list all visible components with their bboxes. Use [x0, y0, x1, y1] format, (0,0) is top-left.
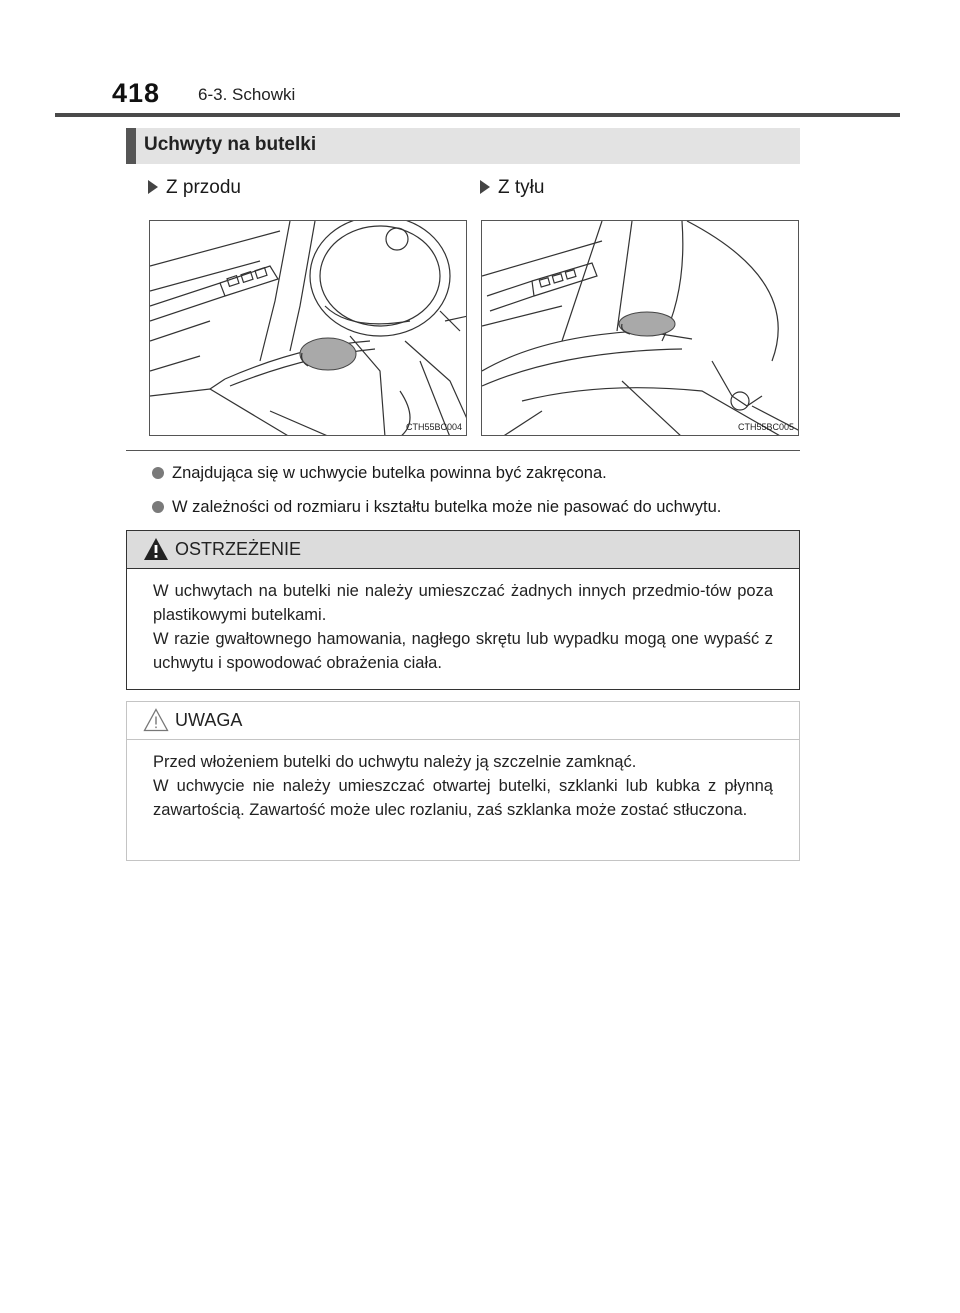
bottle-holder-highlight — [619, 312, 675, 336]
list-item — [150, 456, 810, 490]
divider — [126, 450, 800, 451]
caption-arrow-icon — [480, 180, 490, 194]
rear-cupholder-illustration — [482, 221, 799, 436]
list-item — [150, 490, 810, 524]
bullet-text: Znajdująca się w uchwycie butelka powinna być zakręcona. — [172, 464, 607, 482]
figure-caption-front-text: Z przodu — [166, 177, 241, 198]
bullet-dot-icon — [152, 501, 164, 513]
notice-paragraph: Przed włożeniem butelki do uchwytu należy ją szczelnie zamknąć. — [153, 753, 637, 771]
warning-body — [127, 569, 799, 675]
front-cupholder-illustration — [150, 221, 467, 436]
figure-code-rear: CTH55BC005 — [737, 422, 794, 432]
figure-caption-front — [148, 177, 241, 199]
bullet-text: W zależności od rozmiaru i kształtu butelka może nie pasować do uchwytu. — [172, 498, 722, 516]
bullet-list — [150, 456, 810, 524]
figure-caption-rear — [480, 177, 544, 199]
bullet-dot-icon — [152, 467, 164, 479]
warning-title: OSTRZEŻENIE — [175, 539, 302, 559]
figure-caption-rear-text: Z tyłu — [498, 177, 545, 198]
caption-arrow-icon — [148, 180, 158, 194]
figure-rear — [481, 220, 799, 436]
section-label: 6-3. Schowki — [198, 85, 296, 104]
section-title-bar — [126, 128, 800, 164]
page-header — [0, 0, 960, 120]
notice-paragraph: W uchwycie nie należy umieszczać otwartej butelki, szklanki lub kubka z płynną zawartością. Zawartość może ulec rozlaniu, zaś szklanka może zostać stłuczona. — [153, 777, 773, 819]
notice-body — [127, 740, 799, 822]
bottle-holder-highlight — [300, 338, 356, 370]
warning-box — [126, 530, 800, 690]
warning-paragraph: W razie gwałtownego hamowania, nagłego skrętu lub wypadku mogą one wypaść z uchwytu i spowodować obrażenia ciała. — [153, 630, 773, 672]
warning-paragraph: W uchwytach na butelki nie należy umieszczać żadnych innych przedmio-tów poza plastikowymi butelkami. — [153, 582, 773, 624]
warning-header — [127, 531, 799, 569]
notice-box — [126, 701, 800, 861]
section-title: Uchwyty na butelki — [144, 134, 317, 155]
notice-header — [127, 702, 799, 740]
caution-outline-icon — [143, 708, 169, 732]
figure-front — [149, 220, 467, 436]
notice-title: UWAGA — [175, 710, 243, 730]
figure-code-front: CTH55BC004 — [405, 422, 462, 432]
warning-triangle-icon — [143, 537, 169, 561]
header-rule — [55, 113, 900, 117]
page-number: 418 — [112, 78, 161, 108]
